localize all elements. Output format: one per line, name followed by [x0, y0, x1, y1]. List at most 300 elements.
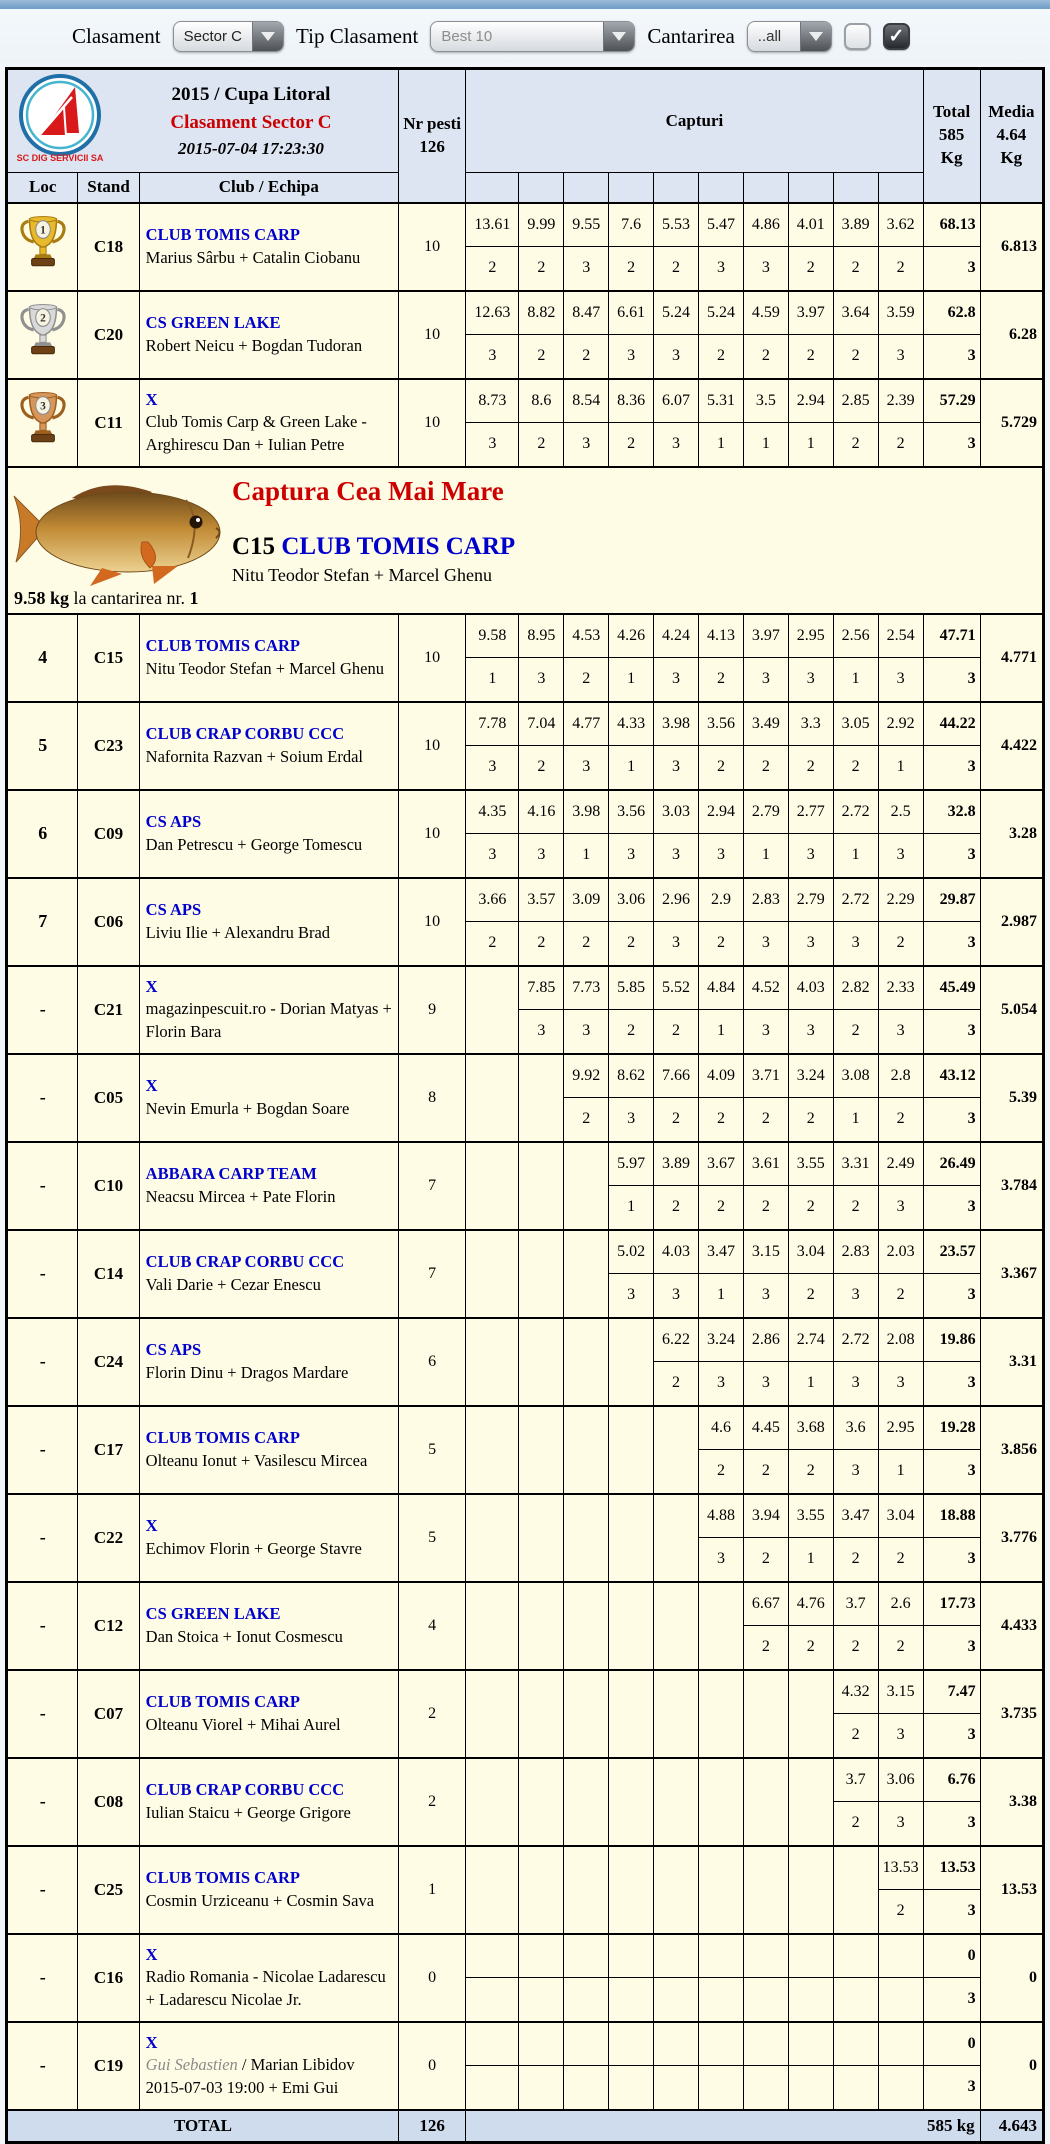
count-cell: 2 [519, 247, 564, 291]
weight-cell: 4.09 [698, 1054, 743, 1098]
nr-pesti-cell: 2 [398, 1758, 465, 1846]
weight-total-cell: 17.73 [923, 1582, 980, 1626]
count-total-cell: 3 [923, 1978, 980, 2022]
empty-catch-cell [743, 1758, 788, 1846]
trophy-cell [7, 379, 78, 467]
weight-cell [788, 1934, 833, 1978]
weight-cell: 8.36 [609, 379, 654, 423]
weight-cell: 4.6 [698, 1406, 743, 1450]
tip-clasament-select[interactable] [430, 21, 635, 52]
weight-cell: 2.79 [743, 790, 788, 834]
count-cell: 1 [788, 1362, 833, 1406]
weight-cell: 3.5 [743, 379, 788, 423]
club-link[interactable]: CS APS [145, 812, 202, 832]
weight-cell: 3.94 [743, 1494, 788, 1538]
total-label: TOTAL [7, 2110, 399, 2143]
media-cell: 3.776 [980, 1494, 1043, 1582]
count-total-cell: 3 [923, 1098, 980, 1142]
col-header-loc: Loc [7, 173, 78, 203]
team-row [7, 878, 1044, 922]
col-header-total: Total 585 Kg [923, 69, 980, 203]
count-cell: 2 [743, 1098, 788, 1142]
weight-cell: 4.03 [788, 966, 833, 1010]
count-cell: 2 [833, 1538, 878, 1582]
team-names: Gui Sebastien / Marian Libidov 2015-07-03 19:00 + Emi Gui [145, 2055, 355, 2097]
count-cell: 2 [698, 658, 743, 702]
weight-cell: 8.62 [609, 1054, 654, 1098]
empty-catch-cell [466, 1846, 519, 1934]
loc-cell: - [7, 1406, 78, 1494]
weight-cell: 8.73 [466, 379, 519, 423]
count-cell: 3 [833, 1450, 878, 1494]
weight-cell: 2.72 [833, 790, 878, 834]
count-cell: 2 [654, 1010, 699, 1054]
loc-cell: - [7, 1230, 78, 1318]
team-row [7, 614, 1044, 658]
weight-cell: 8.47 [564, 291, 609, 335]
count-cell: 2 [519, 335, 564, 379]
checkbox-unchecked[interactable] [844, 23, 871, 50]
club-link[interactable]: CS GREEN LAKE [145, 1604, 281, 1624]
stand-cell: C24 [78, 1318, 139, 1406]
club-link[interactable]: CS APS [145, 900, 202, 920]
empty-catch-cell [466, 1758, 519, 1846]
empty-catch-cell [519, 1670, 564, 1758]
weight-total-cell: 23.57 [923, 1230, 980, 1274]
count-cell: 3 [654, 834, 699, 878]
clasament-dropdown-button[interactable] [252, 22, 283, 51]
loc-cell: - [7, 1054, 78, 1142]
team-row [7, 379, 1044, 423]
nr-pesti-cell: 0 [398, 2022, 465, 2110]
cantarirea-dropdown-button[interactable] [800, 22, 831, 51]
competition-title: 2015 / Cupa Litoral [171, 83, 331, 105]
count-cell [788, 1978, 833, 2022]
weight-cell: 4.59 [743, 291, 788, 335]
logo-text: SC DIG SERVICII SA [16, 153, 104, 163]
stand-cell: C06 [78, 878, 139, 966]
count-cell: 2 [654, 1186, 699, 1230]
club-link[interactable]: ABBARA CARP TEAM [145, 1164, 317, 1184]
count-cell: 3 [878, 1362, 923, 1406]
weight-cell: 7.6 [609, 203, 654, 247]
club-link[interactable]: CS GREEN LAKE [145, 313, 281, 333]
count-total-cell: 3 [923, 1362, 980, 1406]
count-cell: 2 [519, 922, 564, 966]
count-cell: 1 [609, 658, 654, 702]
count-cell: 2 [564, 1098, 609, 1142]
weight-cell: 5.85 [609, 966, 654, 1010]
empty-catch-cell [564, 1582, 609, 1670]
team-names: Nafornita Razvan + Soium Erdal [145, 746, 363, 766]
team-names: Nevin Emurla + Bogdan Soare [145, 1098, 350, 1118]
weight-cell: 3.06 [609, 878, 654, 922]
count-cell: 2 [878, 1274, 923, 1318]
nr-pesti-cell: 2 [398, 1670, 465, 1758]
count-cell [564, 1978, 609, 2022]
team-row [7, 790, 1044, 834]
stand-cell: C11 [78, 379, 139, 467]
club-cell [139, 966, 398, 1054]
club-cell [139, 614, 398, 702]
count-cell: 1 [698, 1010, 743, 1054]
count-cell: 3 [654, 335, 699, 379]
empty-catch-cell [609, 1758, 654, 1846]
count-cell: 3 [743, 1362, 788, 1406]
team-row [7, 1230, 1044, 1274]
media-cell: 4.433 [980, 1582, 1043, 1670]
weight-cell [878, 2022, 923, 2066]
weight-cell: 3.55 [788, 1142, 833, 1186]
media-cell: 5.39 [980, 1054, 1043, 1142]
count-cell: 1 [698, 1274, 743, 1318]
count-cell: 2 [878, 1538, 923, 1582]
weight-cell: 3.98 [564, 790, 609, 834]
team-row [7, 1934, 1044, 1978]
weight-cell: 7.85 [519, 966, 564, 1010]
loc-cell: - [7, 1494, 78, 1582]
team-names: Marius Sârbu + Catalin Ciobanu [145, 247, 361, 267]
count-cell: 2 [788, 1186, 833, 1230]
nr-pesti-cell: 10 [398, 379, 465, 467]
count-total-cell: 3 [923, 922, 980, 966]
weight-cell: 3.24 [698, 1318, 743, 1362]
club-link[interactable]: X [145, 2033, 158, 2053]
weight-cell: 3.89 [833, 203, 878, 247]
count-cell: 3 [519, 658, 564, 702]
weight-cell: 2.92 [878, 702, 923, 746]
chevron-down-icon [261, 32, 275, 48]
count-cell [833, 2066, 878, 2110]
count-cell [609, 2066, 654, 2110]
empty-catch-cell [466, 1230, 519, 1318]
weight-cell: 2.74 [788, 1318, 833, 1362]
count-cell: 2 [878, 1098, 923, 1142]
empty-catch-cell [609, 1670, 654, 1758]
club-link[interactable]: X [145, 390, 158, 410]
club-link[interactable]: CLUB TOMIS CARP [145, 1428, 301, 1448]
weight-total-cell: 45.49 [923, 966, 980, 1010]
checkbox-checked[interactable] [883, 23, 910, 50]
weight-cell: 4.24 [654, 614, 699, 658]
count-cell: 1 [609, 746, 654, 790]
svg-text:2: 2 [39, 312, 46, 325]
media-cell: 3.38 [980, 1758, 1043, 1846]
weight-cell [564, 2022, 609, 2066]
weight-cell: 2.54 [878, 614, 923, 658]
weight-cell: 3.03 [654, 790, 699, 834]
count-cell: 3 [609, 1098, 654, 1142]
count-cell: 3 [609, 335, 654, 379]
count-cell: 3 [743, 1274, 788, 1318]
count-cell: 1 [833, 834, 878, 878]
club-link[interactable]: X [145, 1516, 158, 1536]
count-cell: 2 [833, 247, 878, 291]
weight-cell: 2.6 [878, 1582, 923, 1626]
biggest-catch-title: Captura Cea Mai Mare [232, 475, 504, 506]
empty-catch-cell [654, 1582, 699, 1670]
team-names: Echimov Florin + George Stavre [145, 1538, 362, 1558]
empty-catch-cell [564, 1142, 609, 1230]
count-cell: 3 [654, 423, 699, 467]
tip-clasament-dropdown-button[interactable] [603, 22, 634, 51]
weight-total-cell: 13.53 [923, 1846, 980, 1890]
nr-pesti-cell: 5 [398, 1494, 465, 1582]
weight-cell: 3.61 [743, 1142, 788, 1186]
team-row [7, 1758, 1044, 1802]
count-cell: 1 [788, 1538, 833, 1582]
clasament-label: Clasament [72, 23, 161, 48]
count-cell: 2 [833, 1186, 878, 1230]
count-cell [743, 2066, 788, 2110]
club-link[interactable]: CLUB CRAP CORBU CCC [145, 1252, 345, 1272]
weight-cell: 7.73 [564, 966, 609, 1010]
count-cell: 3 [833, 1274, 878, 1318]
weight-cell: 3.89 [654, 1142, 699, 1186]
empty-catch-cell [788, 1670, 833, 1758]
club-cell [139, 291, 398, 379]
clasament-select[interactable] [173, 21, 284, 52]
count-cell: 3 [788, 1010, 833, 1054]
weight-cell: 5.52 [654, 966, 699, 1010]
count-cell [519, 1978, 564, 2022]
weight-cell: 2.96 [654, 878, 699, 922]
empty-catch-cell [466, 1318, 519, 1406]
media-cell: 3.784 [980, 1142, 1043, 1230]
loc-cell: 4 [7, 614, 78, 702]
col-header-stand: Stand [78, 173, 139, 203]
weight-cell: 3.15 [878, 1670, 923, 1714]
loc-cell: - [7, 1142, 78, 1230]
empty-catch-cell [564, 1406, 609, 1494]
cantarirea-selected-value: ..all [757, 27, 782, 45]
cantarirea-select[interactable] [747, 21, 832, 52]
trophy-cell [7, 291, 78, 379]
ranking-timestamp: 2015-07-04 17:23:30 [178, 138, 324, 158]
count-cell: 3 [833, 922, 878, 966]
weight-cell [788, 2022, 833, 2066]
media-cell: 2.987 [980, 878, 1043, 966]
count-cell: 3 [698, 1538, 743, 1582]
weight-cell: 2.95 [788, 614, 833, 658]
nr-pesti-cell: 9 [398, 966, 465, 1054]
empty-catch-cell [609, 1846, 654, 1934]
club-link[interactable]: X [145, 977, 158, 997]
weight-cell: 8.82 [519, 291, 564, 335]
count-cell: 3 [609, 1274, 654, 1318]
biggest-catch-club-link[interactable]: CLUB TOMIS CARP [281, 532, 516, 560]
count-cell: 3 [519, 834, 564, 878]
media-cell: 5.729 [980, 379, 1043, 467]
weight-cell [654, 2022, 699, 2066]
stand-cell: C09 [78, 790, 139, 878]
club-link[interactable]: CS APS [145, 1340, 202, 1360]
empty-catch-cell [466, 1142, 519, 1230]
club-link[interactable]: CLUB TOMIS CARP [145, 225, 301, 245]
count-cell: 2 [698, 922, 743, 966]
club-cell [139, 1758, 398, 1846]
tip-clasament-label: Tip Clasament [296, 23, 419, 48]
weight-cell: 13.53 [878, 1846, 923, 1890]
weight-total-cell: 18.88 [923, 1494, 980, 1538]
stand-cell: C20 [78, 291, 139, 379]
count-total-cell: 3 [923, 1010, 980, 1054]
empty-catch-cell [519, 1142, 564, 1230]
count-total-cell: 3 [923, 2066, 980, 2110]
weight-total-cell: 0 [923, 2022, 980, 2066]
weight-cell [698, 1934, 743, 1978]
count-cell: 3 [788, 658, 833, 702]
weight-cell: 3.7 [833, 1758, 878, 1802]
weight-total-cell: 68.13 [923, 203, 980, 247]
club-link[interactable]: CLUB TOMIS CARP [145, 1692, 301, 1712]
club-link[interactable]: CLUB TOMIS CARP [145, 636, 301, 656]
weight-cell [743, 1934, 788, 1978]
empty-catch-cell [698, 1758, 743, 1846]
count-cell: 3 [609, 834, 654, 878]
team-names: magazinpescuit.ro - Dorian Matyas + Florin Bara [145, 999, 392, 1041]
empty-catch-cell [519, 1846, 564, 1934]
svg-text:1: 1 [39, 224, 46, 237]
count-cell: 3 [564, 746, 609, 790]
weight-cell: 3.6 [833, 1406, 878, 1450]
count-cell: 3 [698, 247, 743, 291]
club-link[interactable]: X [145, 1945, 158, 1965]
weight-cell: 2.85 [833, 379, 878, 423]
count-cell: 3 [878, 335, 923, 379]
team-names: Dan Petrescu + George Tomescu [145, 834, 363, 854]
weight-cell: 3.66 [466, 878, 519, 922]
weight-total-cell: 19.86 [923, 1318, 980, 1362]
chevron-down-icon [809, 32, 823, 48]
team-names: Club Tomis Carp & Green Lake - Arghirescu Dan + Iulian Petre [145, 412, 367, 454]
count-cell: 2 [878, 247, 923, 291]
weight-cell: 3.55 [788, 1494, 833, 1538]
club-cell [139, 1230, 398, 1318]
weight-cell: 2.95 [878, 1406, 923, 1450]
weight-cell: 2.83 [833, 1230, 878, 1274]
club-cell [139, 1054, 398, 1142]
stand-cell: C07 [78, 1670, 139, 1758]
stand-cell: C25 [78, 1846, 139, 1934]
count-cell: 3 [654, 922, 699, 966]
count-cell: 2 [698, 746, 743, 790]
count-cell: 3 [878, 834, 923, 878]
weight-total-cell: 29.87 [923, 878, 980, 922]
stand-cell: C21 [78, 966, 139, 1054]
weight-cell: 2.8 [878, 1054, 923, 1098]
empty-catch-cell [466, 1406, 519, 1494]
club-cell [139, 1582, 398, 1670]
media-cell: 13.53 [980, 1846, 1043, 1934]
count-cell: 3 [743, 658, 788, 702]
weight-cell: 3.15 [743, 1230, 788, 1274]
team-row [7, 1670, 1044, 1714]
count-cell: 2 [466, 922, 519, 966]
count-cell: 2 [878, 922, 923, 966]
weight-cell: 2.5 [878, 790, 923, 834]
total-media: 4.643 [980, 2110, 1043, 2143]
chevron-down-icon [612, 32, 626, 48]
weight-cell: 5.47 [698, 203, 743, 247]
weight-cell: 3.31 [833, 1142, 878, 1186]
weight-cell: 4.76 [788, 1582, 833, 1626]
count-cell: 3 [743, 247, 788, 291]
club-link[interactable]: X [145, 1076, 158, 1096]
weight-cell: 3.71 [743, 1054, 788, 1098]
weight-cell: 2.39 [878, 379, 923, 423]
weight-cell: 3.06 [878, 1758, 923, 1802]
weight-cell [466, 1934, 519, 1978]
weight-cell: 3.05 [833, 702, 878, 746]
media-cell: 3.856 [980, 1406, 1043, 1494]
weight-cell: 2.72 [833, 878, 878, 922]
loc-cell: - [7, 1934, 78, 2022]
weight-total-cell: 19.28 [923, 1406, 980, 1450]
count-cell: 2 [698, 335, 743, 379]
weight-cell: 4.35 [466, 790, 519, 834]
empty-catch-cell [564, 1494, 609, 1582]
count-cell: 2 [788, 247, 833, 291]
club-link[interactable]: CLUB CRAP CORBU CCC [145, 1780, 345, 1800]
stand-cell: C10 [78, 1142, 139, 1230]
nr-pesti-cell: 10 [398, 878, 465, 966]
count-total-cell: 3 [923, 1450, 980, 1494]
trophy-cell [7, 203, 78, 291]
count-cell: 2 [654, 247, 699, 291]
empty-catch-cell [698, 1670, 743, 1758]
count-cell: 2 [698, 1186, 743, 1230]
cantarirea-label: Cantarirea [647, 23, 735, 48]
stand-cell: C05 [78, 1054, 139, 1142]
count-cell: 3 [466, 746, 519, 790]
weight-cell: 3.7 [833, 1582, 878, 1626]
count-cell: 3 [564, 1010, 609, 1054]
club-cell [139, 878, 398, 966]
count-cell: 2 [609, 247, 654, 291]
weight-total-cell: 7.47 [923, 1670, 980, 1714]
media-cell: 6.813 [980, 203, 1043, 291]
count-cell: 2 [833, 1802, 878, 1846]
weight-cell: 2.86 [743, 1318, 788, 1362]
count-cell: 2 [743, 1186, 788, 1230]
count-cell: 3 [654, 1274, 699, 1318]
trophy-3-icon [20, 390, 66, 450]
weight-cell: 9.99 [519, 203, 564, 247]
weight-cell [833, 1934, 878, 1978]
weight-cell: 5.24 [654, 291, 699, 335]
empty-catch-cell [519, 1406, 564, 1494]
weight-cell: 2.94 [698, 790, 743, 834]
weight-cell: 9.92 [564, 1054, 609, 1098]
weight-cell: 3.97 [743, 614, 788, 658]
table-header-left [7, 69, 399, 173]
count-cell: 3 [788, 922, 833, 966]
weight-cell: 8.6 [519, 379, 564, 423]
weight-cell: 4.01 [788, 203, 833, 247]
weight-cell: 2.33 [878, 966, 923, 1010]
club-link[interactable]: CLUB CRAP CORBU CCC [145, 724, 345, 744]
weight-cell: 8.95 [519, 614, 564, 658]
count-cell: 3 [878, 1186, 923, 1230]
empty-catch-cell [519, 1582, 564, 1670]
team-names: Radio Romania - Nicolae Ladarescu + Ladarescu Nicolae Jr. [145, 1967, 386, 2009]
count-total-cell: 3 [923, 1626, 980, 1670]
club-link[interactable]: CLUB TOMIS CARP [145, 1868, 301, 1888]
media-cell: 4.771 [980, 614, 1043, 702]
count-cell: 3 [878, 1802, 923, 1846]
stand-cell: C12 [78, 1582, 139, 1670]
